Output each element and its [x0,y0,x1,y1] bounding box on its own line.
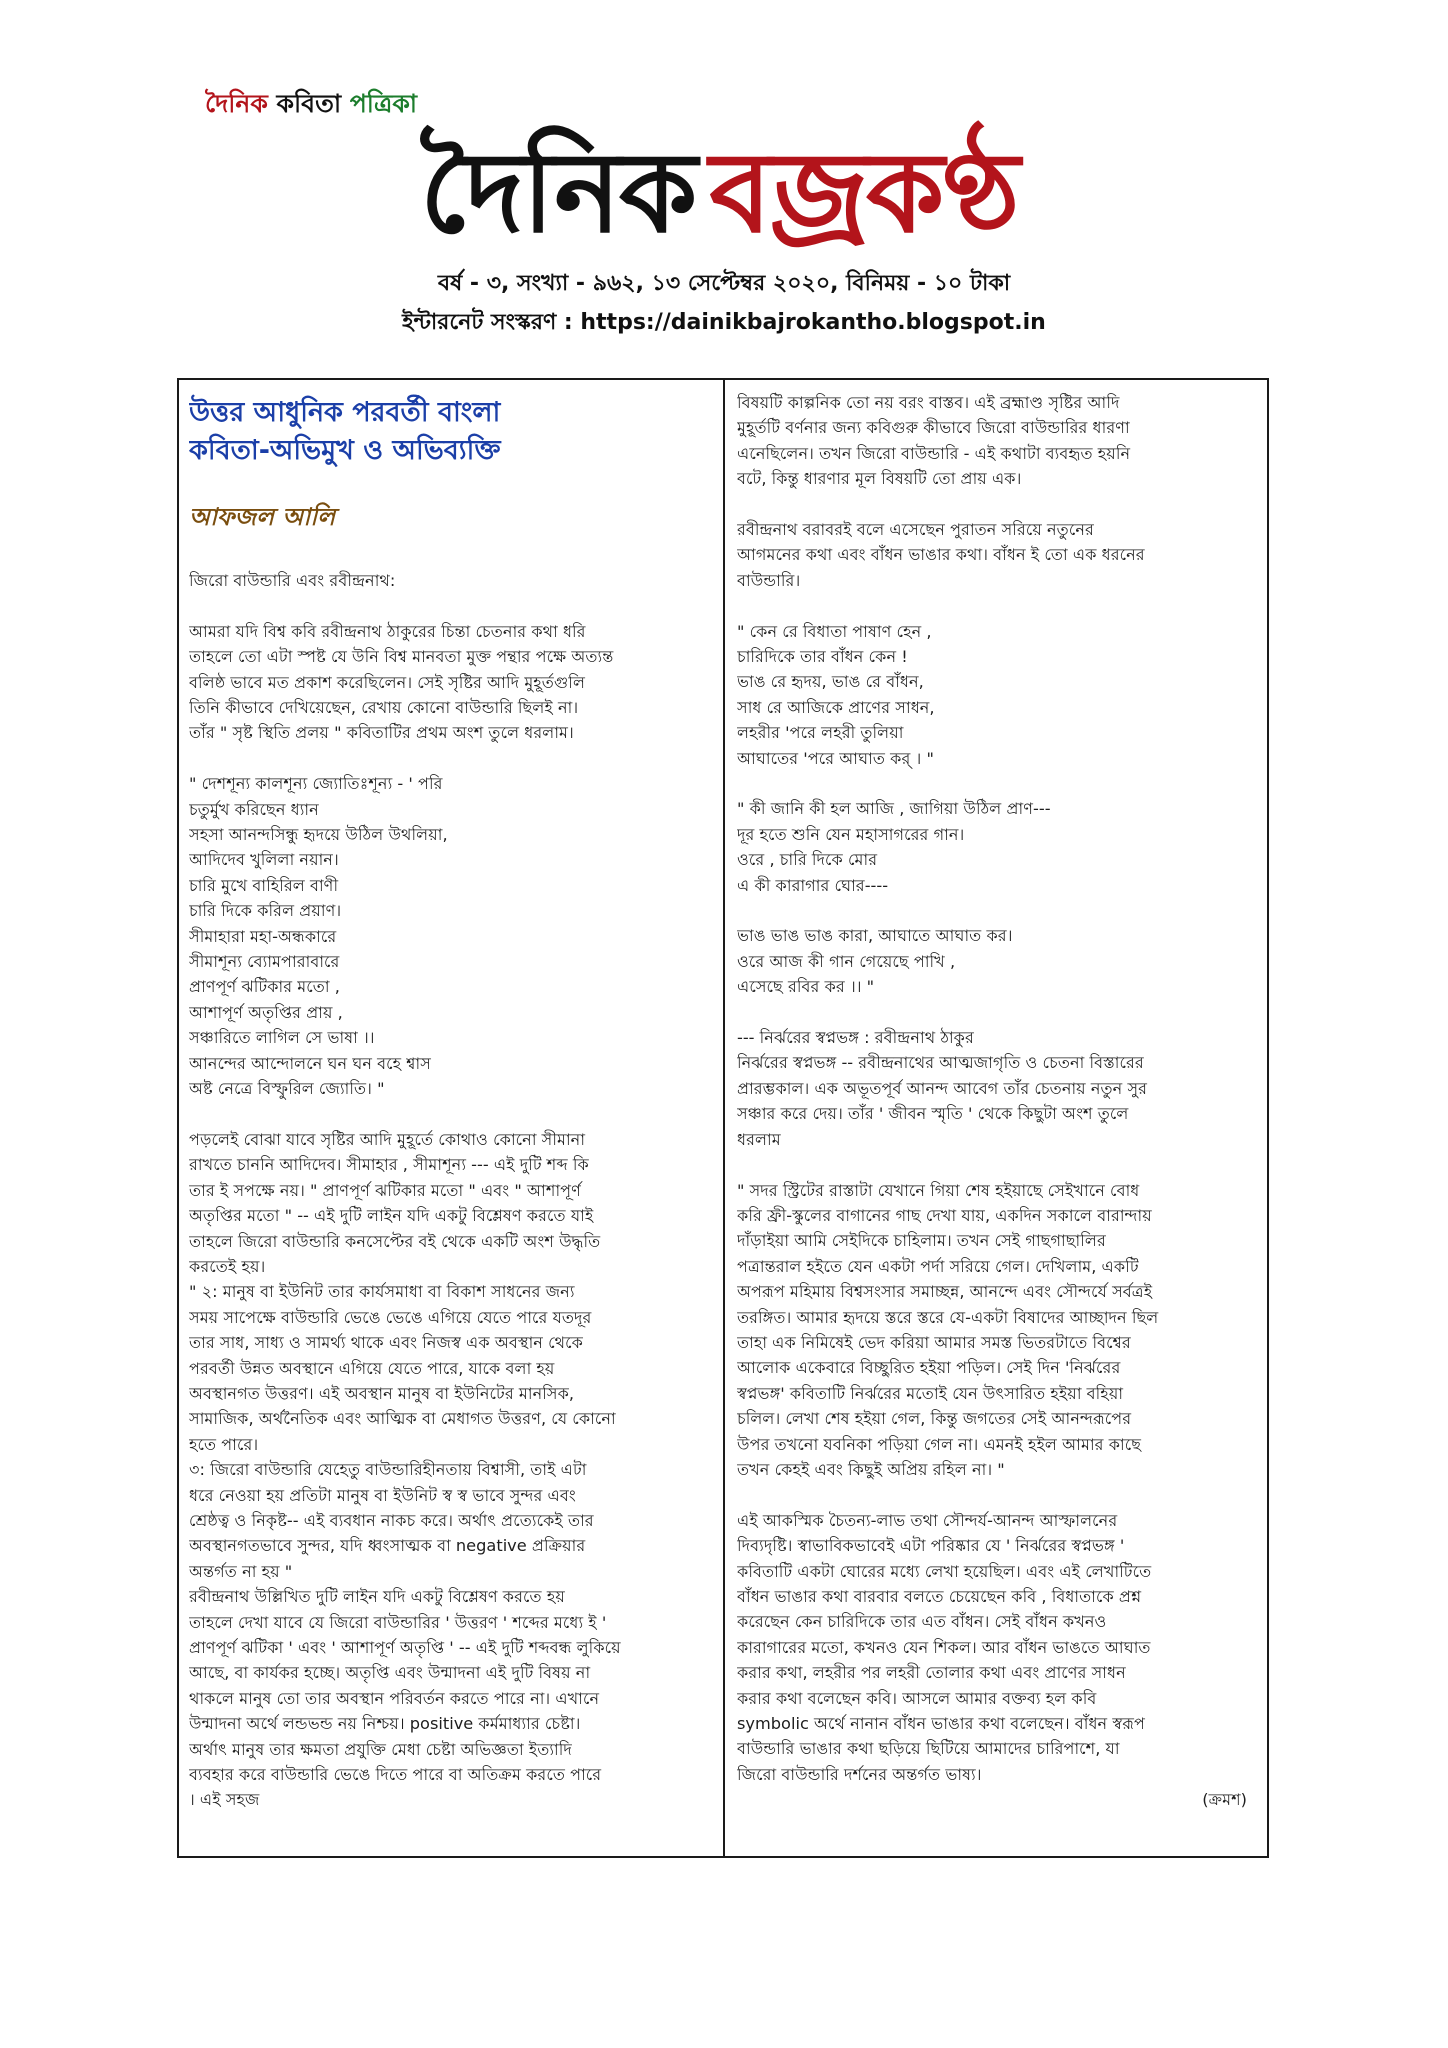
text-line: মুহূর্তটি বর্ণনার জন্য কবিগুরু কীভাবে জিরো বাউন্ডারির ধারণা [737,418,1130,438]
text-line: তিনি কীভাবে দেখিয়েছেন, রেখায় কোনো বাউন্ডারি ছিলই না। [189,698,579,718]
text-line: করি ফ্রী-স্কুলের বাগানের গাছ দেখা যায়, একদিন সকালে বারান্দায় [737,1205,1152,1225]
text-line: পরবর্তী উন্নত অবস্থানে এগিয়ে যেতে পারে, যাকে বলা হয় [189,1358,555,1378]
text-line: পড়লেই বোঝা যাবে সৃষ্টির আদি মুহূর্তে কোথাও কোনো সীমানা [189,1129,586,1149]
text-line: তখন কেহই এবং কিছুই অপ্রিয় রহিল না। " [737,1459,1005,1479]
right-column-text [737,390,1257,1787]
text-line: চারিদিকে তার বাঁধন কেন ! [737,647,908,667]
text-line: বিষয়টি কাল্পনিক তো নয় বরং বাস্তব। এই ব্রহ্মাণ্ড সৃষ্টির আদি [737,393,1120,412]
paragraph-gap [189,1102,713,1127]
text-line: উপর তখনো যবনিকা পড়িয়া গেল না। এমনই হইল আমার কাছে [737,1434,1142,1454]
text-line: সঞ্চার করে দেয়। তাঁর ' জীবন স্মৃতি ' থেকে কিছুটা অংশ তুলে [737,1104,1129,1124]
text-line: আছে, বা কার্যকর হচ্ছে। অতৃপ্তি এবং উন্মাদনা এই দুটি বিষয় না [189,1663,591,1683]
text-line: রবীন্দ্রনাথ উল্লিখিত দুটি লাইন যদি একটু বিশ্লেষণ করতে হয় [189,1587,565,1607]
text-line: ৩: জিরো বাউন্ডারি যেহেতু বাউন্ডারিহীনতায় বিশ্বাসী, তাই এটা [189,1460,587,1480]
text-line: বাঁধন ভাঙার কথা বারবার বলতে চেয়েছেন কবি , বিধাতাকে প্রশ্ন [737,1586,1142,1606]
left-column [189,390,713,1850]
right-column [737,390,1257,1850]
left-column-text [189,568,713,1813]
text-line: সঞ্চারিতে লাগিল সে ভাষা ।। [189,1028,375,1048]
paragraph-gap [737,492,1257,517]
text-line: অর্থাৎ মানুষ তার ক্ষমতা প্রযুক্তি মেধা চেষ্টা অভিজ্ঞতা ইত্যাদি [189,1739,572,1759]
text-line: চলিল। লেখা শেষ হইয়া গেল, কিন্তু জগতের সেই আনন্দরূপের [737,1409,1132,1429]
text-line: ধরলাম [737,1129,781,1149]
text-line: ওরে আজ কী গান গেয়েছে পাখি , [737,951,956,971]
text-line: তার ই সপক্ষে নয়। " প্রাণপূর্ণ ঝটিকার মতো " এবং " আশাপূর্ণ [189,1180,581,1200]
text-line: এনেছিলেন। তখন জিরো বাউন্ডারি - এই কথাটা ব্যবহৃত হয়নি [737,443,1131,463]
text-line: সীমাশূন্য ব্যোমপারাবারে [189,952,340,972]
text-line: বটে, কিন্তু ধারণার মূল বিষয়টি তো প্রায় এক। [737,469,1022,489]
text-line: আঘাতের 'পরে আঘাত কর্‌ । " [737,748,934,768]
text-line: থাকলে মানুষ তো তার অবস্থান পরিবর্তন করতে পারে না। এখানে [189,1688,600,1708]
text-line: এসেছে রবির কর ।। " [737,977,875,997]
text-line: অবস্থানগত উত্তরণ। এই অবস্থান মানুষ বা ইউনিটের মানসিক, [189,1383,575,1403]
text-line: সীমাহারা মহা-অন্ধকারে [189,926,337,946]
text-line: ভাঙ ভাঙ ভাঙ কারা, আঘাতে আঘাত কর। [737,926,1013,946]
text-line: " ২: মানুষ বা ইউনিট তার কার্যসমাধা বা বিকাশ সাধনের জন্য [189,1282,575,1302]
text-line: বাউন্ডারি। [737,570,801,590]
text-line: প্রারম্ভকাল। এক অভূতপূর্ব আনন্দ আবেগ তাঁর চেতনায় নতুন সুর [737,1078,1148,1098]
text-line: তার সাধ, সাধ্য ও সামর্থ্য থাকে এবং নিজস্ব এক অবস্থান থেকে [189,1333,583,1353]
text-line: তাহলে জিরো বাউন্ডারি কনসেপ্টের বই থেকে একটি অংশ উদ্ধৃতি [189,1231,601,1251]
paragraph-gap [737,1152,1257,1177]
text-line: প্রাণপূর্ণ ঝটিকার মতো , [189,977,340,997]
text-line: স্বপ্নভঙ্গ' কবিতাটি নির্ঝরের মতোই যেন উৎসারিত হইয়া বহিয়া [737,1383,1124,1403]
text-line: করার কথা বলেছেন কবি। আসলে আমার বক্তব্য হল কবি [737,1688,1097,1708]
text-line: দূর হতে শুনি যেন মহাসাগরের গান। [737,824,965,844]
text-line: পত্রান্তরাল হইতে যেন একটা পর্দা সরিয়ে গেল। দেখিলাম, একটি [737,1256,1139,1276]
text-line: " কী জানি কী হল আজি , জাগিয়া উঠিল প্রাণ--- [737,799,1051,819]
text-line: তাহা এক নিমিষেই ভেদ করিয়া আমার সমস্ত ভিতরটাতে বিশ্বের [737,1332,1131,1352]
text-line: শ্রেষ্ঠত্ব ও নিকৃষ্ট-- এই ব্যবধান নাকচ করে। অর্থাৎ প্রত্যেকেই তার [189,1510,594,1530]
internet-edition-link[interactable]: ইন্টারনেট সংস্করণ : https://dainikbajrokantho.blogspot.in [402,310,1046,335]
text-line: কারাগারের মতো, কখনও যেন শিকল। আর বাঁধন ভাঙতে আঘাত [737,1637,1151,1657]
text-line: দাঁড়াইয়া আমি সেইদিকে চাহিলাম। তখন সেই গাছগাছালির [737,1231,1106,1251]
text-line: সাধ রে আজিকে প্রাণের সাধন, [737,697,935,717]
text-line: " দেশশূন্য কালশূন্য জ্যোতিঃশূন্য - ' পরি [189,774,443,794]
text-line: উন্মাদনা অর্থে লন্ডভন্ড নয় নিশ্চয়। positive কর্মমাধ্যার চেষ্টা। [189,1714,581,1734]
masthead-logo [420,128,1040,258]
text-line: বলিষ্ঠ ভাবে মত প্রকাশ করেছিলেন। সেই সৃষ্টির আদি মুহূর্তগুলি [189,672,586,692]
text-line: তাহলে তো এটা স্পষ্ট যে উনি বিশ্ব মানবতা মুক্ত পন্থার পক্ষে অত্যন্ত [189,647,614,667]
paragraph-gap [737,1000,1257,1025]
tagline-word-daily: দৈনিক [205,89,268,118]
text-line: আলোক একেবারে বিচ্ছুরিত হইয়া পড়িল। সেই দিন 'নির্ঝরের [737,1358,1121,1378]
text-line: লহরীর 'পরে লহরী তুলিয়া [737,723,904,743]
text-line: ওরে , চারি দিকে মোর [737,850,878,870]
text-line: চারি মুখে বাহিরিল বাণী [189,875,339,895]
tagline-word-magazine: পত্রিকা [349,89,418,118]
text-line: আনন্দের আন্দোলনে ঘন ঘন বহে শ্বাস [189,1053,431,1073]
text-line: । এই সহজ [189,1790,260,1810]
text-line: কবিতাটি একটা ঘোরের মধ্যে লেখা হয়েছিল। এবং এই লেখাটিতে [737,1561,1152,1581]
text-line: রাখতে চাননি আদিদেব। সীমাহার , সীমাশূন্য --- এই দুটি শব্দ কি [189,1155,589,1175]
text-line: অষ্ট নেত্রে বিস্ফুরিল জ্যোতি। " [189,1079,385,1099]
article-title-line: উত্তর আধুনিক পরবর্তী বাংলা [189,397,501,428]
text-line: সামাজিক, অর্থনৈতিক এবং আত্মিক বা মেধাগত উত্তরণ, যে কোনো [189,1409,616,1429]
text-line: নির্ঝরের স্বপ্নভঙ্গ -- রবীন্দ্রনাথের আত্মজাগৃতি ও চেতনা বিস্তারের [737,1053,1144,1073]
text-line: আদিদেব খুলিলা নয়ান। [189,850,339,870]
text-line: অতৃপ্তির মতো " -- এই দুটি লাইন যদি একটু বিশ্লেষণ করতে যাই [189,1206,594,1226]
text-line: আমরা যদি বিশ্ব কবি রবীন্দ্রনাথ ঠাকুরের চিন্তা চেতনার কথা ধরি [189,621,586,641]
text-line: সহসা আনন্দসিন্ধু হৃদয়ে উঠিল উথলিয়া, [189,825,448,845]
paragraph-gap [189,746,713,771]
text-line: জিরো বাউন্ডারি এবং রবীন্দ্রনাথ: [189,571,396,590]
paragraph-gap [189,593,713,618]
article-author: আফজল আলি [189,503,335,531]
text-line: করেছেন কেন চারিদিকে তার এত বাঁধন। সেই বাঁধন কখনও [737,1612,1107,1632]
text-line: " কেন রে বিধাতা পাষাণ হেন , [737,621,932,641]
article-title-line: কবিতা-অভিমুখ ও অভিব্যক্তি [189,435,501,466]
text-line: চতুর্মুখ করিছেন ধ্যান [189,799,319,819]
text-line: ধরে নেওয়া হয় প্রতিটা মানুষ বা ইউনিট স্ব স্ব ভাবে সুন্দর এবং [189,1485,576,1505]
text-line: অবস্থানগতভাবে সুন্দর, যদি ধ্বংসাত্মক বা negative প্রক্রিয়ার [189,1536,586,1556]
text-line: এই আকস্মিক চৈতন্য-লাভ তথা সৌন্দর্য-আনন্দ আস্ফালনের [737,1510,1118,1530]
text-line: দিব্যদৃষ্টি। স্বাভাবিকভাবেই এটা পরিষ্কার যে ' নির্ঝরের স্বপ্নভঙ্গ ' [737,1536,1125,1556]
issue-info: বর্ষ - ৩, সংখ্যা - ৯৬২, ১৩ সেপ্টেম্বর ২০২০, বিনিময় - ১০ টাকা [437,271,1011,296]
article-title [189,394,713,470]
text-line: করার কথা, লহরীর পর লহরী তোলার কথা এবং প্রাণের সাধন [737,1663,1126,1683]
text-line: আশাপূর্ণ অতৃপ্তির প্রায় , [189,1002,343,1022]
continued-marker: (ক্রমশ) [1202,1790,1247,1810]
text-line: ব্যবহার করে বাউন্ডারি ভেঙে দিতে পারে বা অতিক্রম করতে পারে [189,1765,602,1785]
masthead-word-dainik: দৈনিক [420,127,696,258]
tagline [205,84,417,127]
text-line: তরঙ্গিত। আমার হৃদয়ে স্তরে স্তরে যে-একটা বিষাদের আচ্ছাদন ছিল [737,1307,1159,1327]
text-line: অন্তর্গত না হয় " [189,1561,293,1581]
text-line: ভাঙ রে হৃদয়, ভাঙ রে বাঁধন, [737,672,924,692]
text-line: প্রাণপূর্ণ ঝটিকা ' এবং ' আশাপূর্ণ অতৃপ্তি ' -- এই দুটি শব্দবন্ধ লুকিয়ে [189,1638,621,1658]
text-line: symbolic অর্থে নানান বাঁধন ভাঙার কথা বলেছেন। বাঁধন স্বরূপ [737,1714,1145,1734]
paragraph-gap [737,898,1257,923]
paragraph-gap [737,771,1257,796]
text-line: এ কী কারাগার ঘোর---- [737,875,889,895]
text-line: করতেই হয়। [189,1256,266,1276]
paragraph-gap [737,593,1257,618]
text-line: হতে পারে। [189,1434,259,1454]
text-line: রবীন্দ্রনাথ বরাবরই বলে এসেছেন পুরাতন সরিয়ে নতুনের [737,520,1094,540]
text-line: " সদর স্ট্রিটের রাস্তাটা যেখানে গিয়া শেষ হইয়াছে সেইখানে বোধ [737,1180,1140,1200]
text-line: আগমনের কথা এবং বাঁধন ভাঙার কথা। বাঁধন ই তো এক ধরনের [737,545,1145,565]
column-divider [723,378,725,1858]
text-line: --- নির্ঝরের স্বপ্নভঙ্গ : রবীন্দ্রনাথ ঠাকুর [737,1028,974,1048]
masthead-word-bajrokantho: বজ্রকণ্ঠ [709,127,1019,258]
tagline-word-poetry: কবিতা [276,89,342,118]
text-line: সময় সাপেক্ষে বাউন্ডারি ভেঙে ভেঙে এগিয়ে যেতে পারে যতদূর [189,1307,592,1327]
paragraph-gap [737,1482,1257,1507]
text-line: চারি দিকে করিল প্রয়াণ। [189,901,342,921]
text-line: জিরো বাউন্ডারি দর্শনের অন্তর্গত ভাষ্য। [737,1764,982,1784]
text-line: বাউন্ডারি ভাঙার কথা ছড়িয়ে ছিটিয়ে আমাদের চারিপাশে, যা [737,1739,1120,1759]
text-line: অপরূপ মহিমায় বিশ্বসংসার সমাচ্ছন্ন, আনন্দে এবং সৌন্দর্যে সর্বত্রই [737,1282,1153,1302]
text-line: তাঁর " সৃষ্ট স্থিতি প্রলয় " কবিতাটির প্রথম অংশ তুলে ধরলাম। [189,723,574,743]
text-line: তাহলে দেখা যাবে যে জিরো বাউন্ডারির ' উত্তরণ ' শব্দের মধ্যে ই ' [189,1612,607,1632]
